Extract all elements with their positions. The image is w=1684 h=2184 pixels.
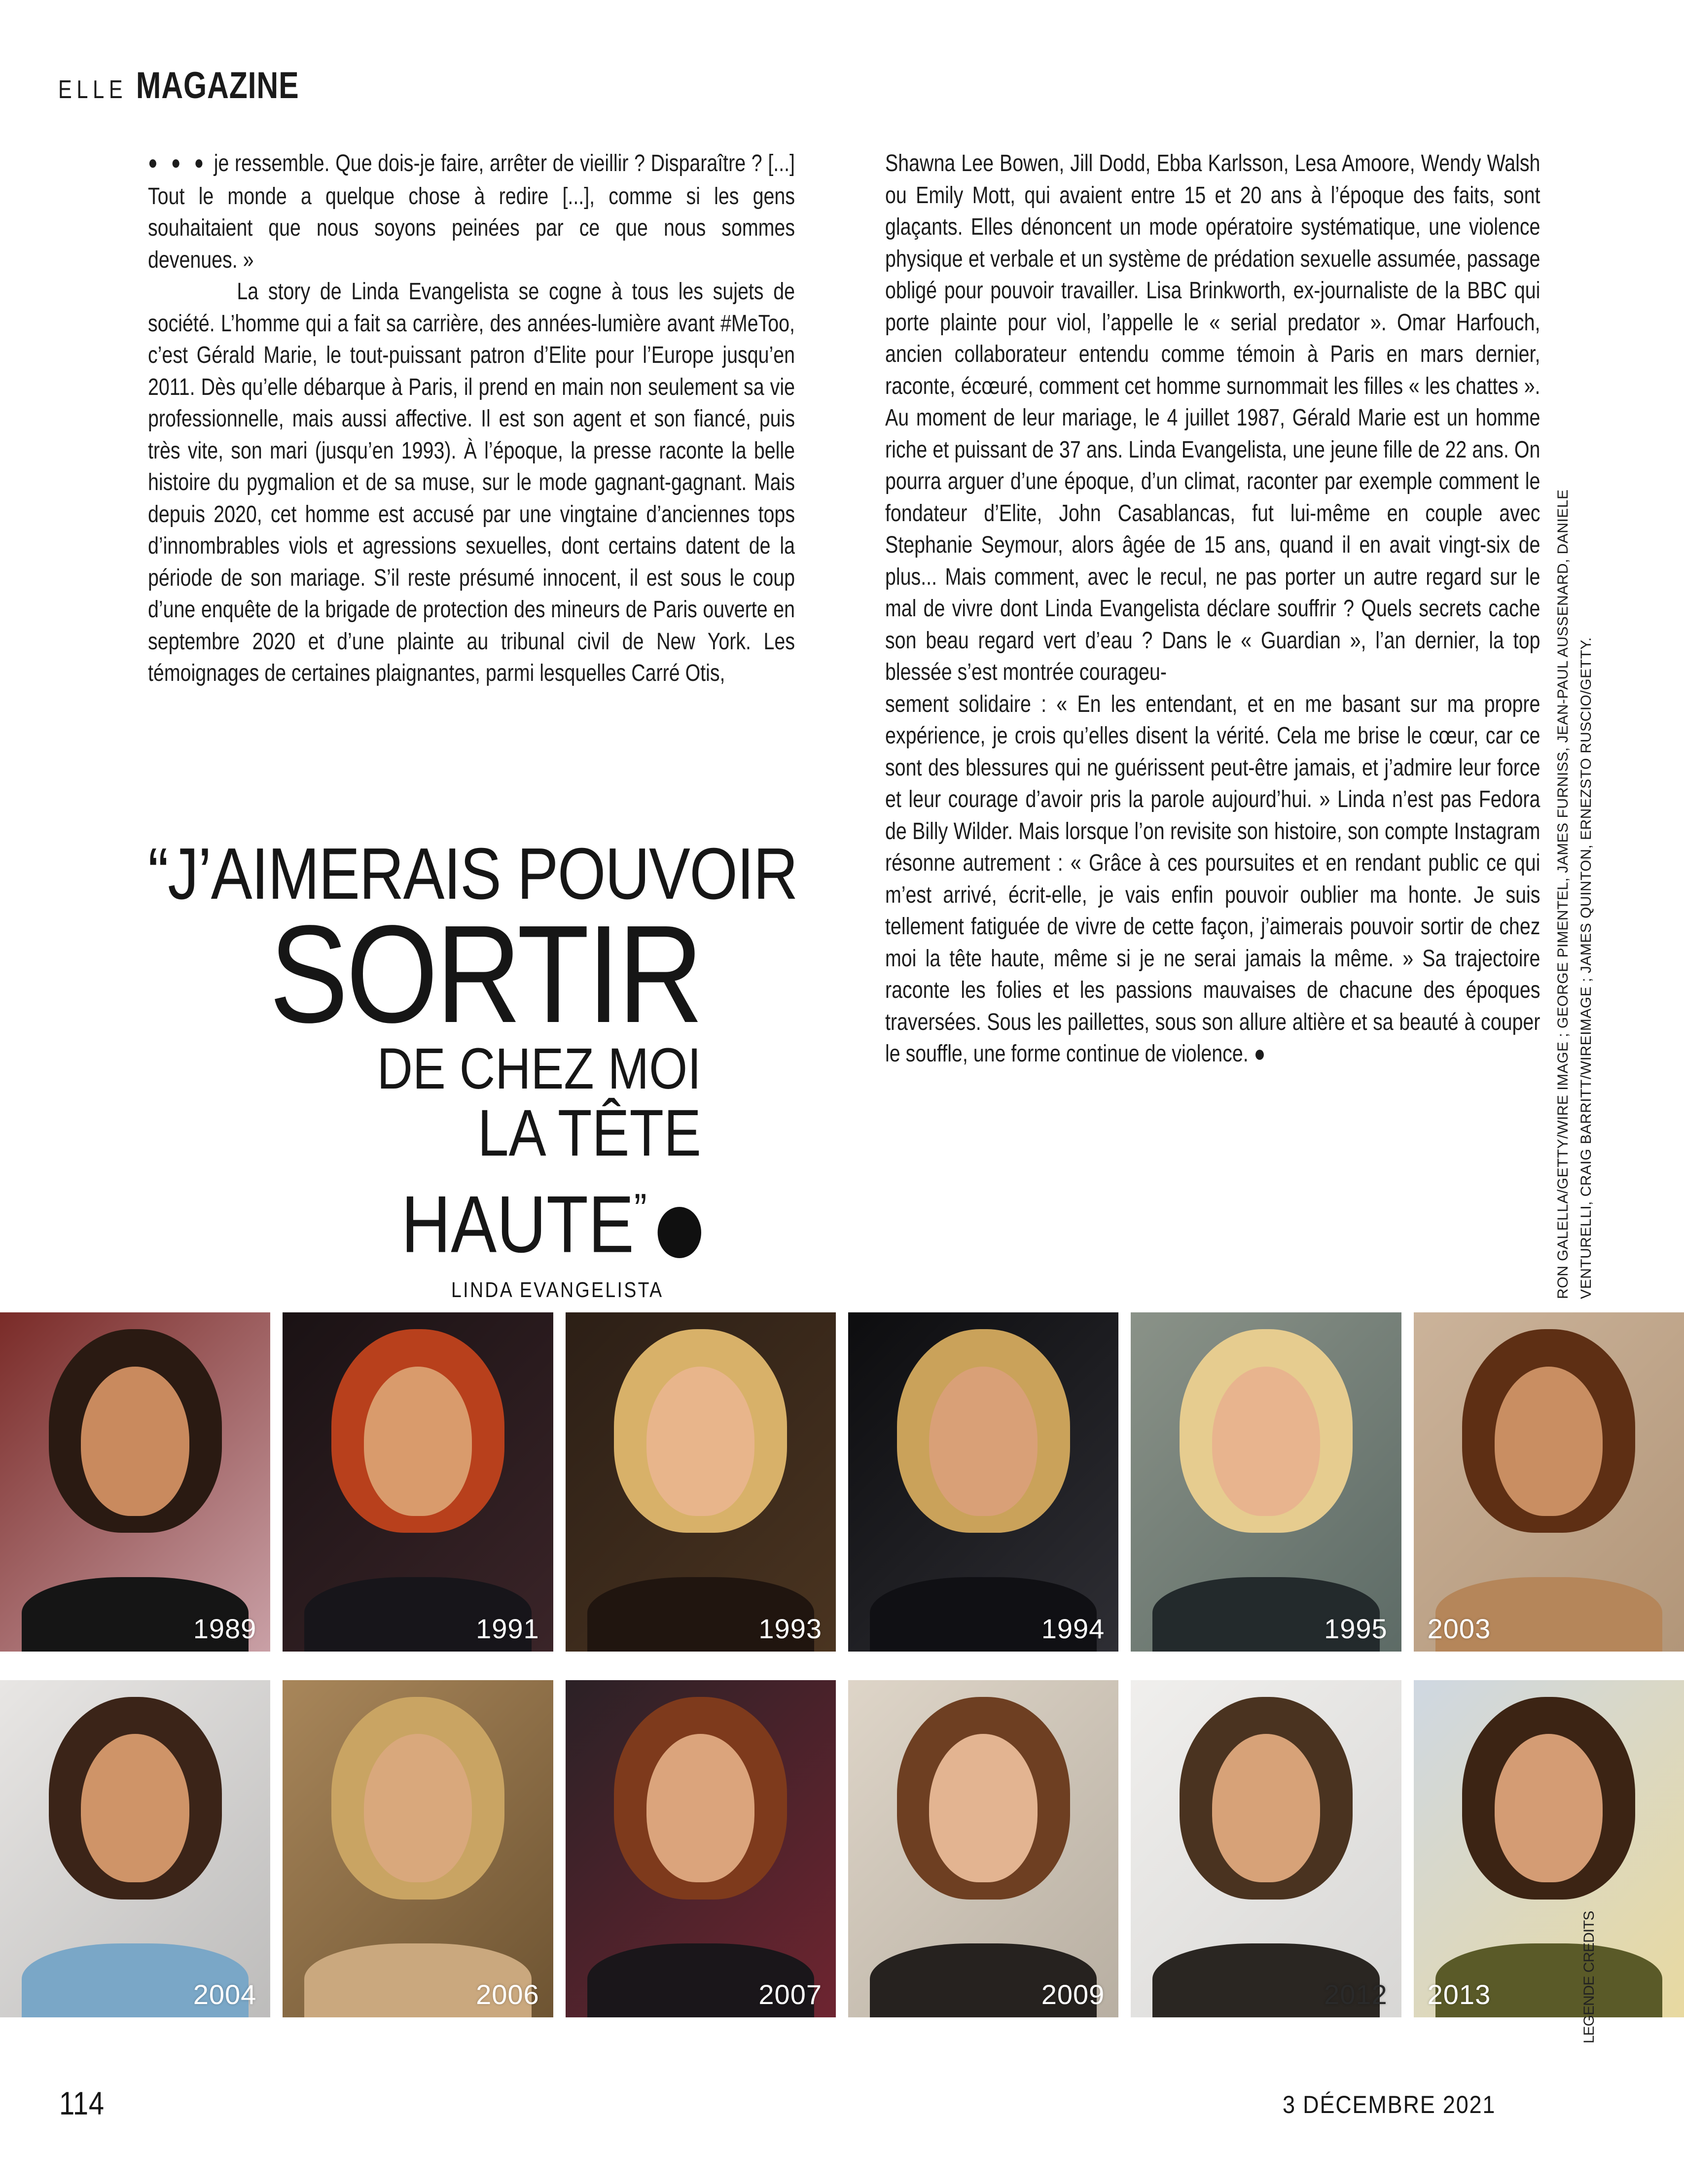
photo-2007 — [566, 1680, 836, 2017]
pull-quote-line: LA TÊTE — [477, 1096, 701, 1170]
pull-quote-attribution: LINDA EVANGELISTA — [451, 1277, 664, 1302]
masthead — [58, 64, 299, 107]
pull-quote-line: DE CHEZ MOI — [377, 1036, 701, 1101]
portrait-face — [81, 1367, 189, 1516]
photo-grid-row-2 — [0, 1680, 1684, 2017]
photo-2012 — [1131, 1680, 1401, 2017]
photo-year-label: 2013 — [1427, 1979, 1491, 2010]
portrait-face — [364, 1734, 472, 1882]
article-text: je ressemble. Que dois-je faire, arrêter de vieillir ? Disparaître ? [...] Tout le monde a quelque chose à redire [...], comme si les gens souhaitaient que nous soyons peinées par ce que nous sommes devenues. » — [148, 150, 795, 273]
photo-1994 — [848, 1312, 1118, 1652]
quote-period-dot — [658, 1207, 701, 1258]
portrait-face — [929, 1367, 1037, 1516]
portrait-face — [81, 1734, 189, 1882]
article-paragraph-indented: sement solidaire : « En les entendant, et en me basant sur ma propre expérience, je crois qu’elles disent la vérité. Cela me brise le cœur, car ce sont des blessures qui ne guérissent peut-être jamais, et j’admire leur force et leur courage d’avoir pris la parole aujourd’hui. » Linda n’est pas Fedora de Billy Wilder. Mais lorsque l’on revisite son histoire, son compte Instagram résonne autrement : « Grâce à ces poursuites et en rendant public ce qui m’est arrivé, écrit-elle, je vais enfin pouvoir oublier ma honte. Je suis tellement fatiguée de vivre de cette façon, j’aimerais pouvoir sortir de chez moi la tête haute, même si je ne serai jamais la même. » Sa trajectoire raconte les folies et les passions mauvaises de chacune des époques traversées. Sous les paillettes, sous son allure altière et sa beauté à couper le souffle, une forme continue de violence. ● — [885, 691, 1541, 1067]
continuation-dots: ● ● ● — [148, 152, 209, 174]
portrait-face — [1495, 1734, 1603, 1882]
portrait-face — [646, 1734, 754, 1882]
photo-2009 — [848, 1680, 1118, 2017]
article-paragraph: La story de Linda Evangelista se cogne à tous les sujets de société. L’homme qui a fait sa carrière, des années-lumière avant #MeToo, c’est Gérald Marie, le tout-puissant patron d’Elite pour l’Europe jusqu’en 2011. Dès qu’elle débarque à Paris, il prend en main non seulement sa vie professionnelle, mais aussi affective. Il est son agent et son fiancé, puis très vite, son mari (jusqu’en 1993). À l’époque, la presse raconte la belle histoire du pygmalion et de sa muse, sur le mode gagnant-gagnant. Mais depuis 2020, cet homme est accusé par une vingtaine d’anciennes tops d’innombrables viols et agressions sexuelles, dont certains datent de la période de son mariage. S’il reste présumé innocent, il est sous le coup d’une enquête de la brigade de protection des mineurs de Paris ouverte en septembre 2020 et d’une plainte au tribunal civil de New York. Les témoignages de certaines plaignantes, parmi lesquelles Carré Otis, — [148, 279, 795, 686]
article-column-left — [148, 148, 795, 690]
photo-credit-line: VENTURELLI, CRAIG BARRITT/WIREIMAGE ; JAMES QUINTON, ERNEZSTO RUSCIO/GETTY. — [1578, 637, 1594, 1299]
photo-year-label: 1989 — [193, 1613, 257, 1644]
photo-1995 — [1131, 1312, 1401, 1652]
portrait-face — [1212, 1734, 1320, 1882]
brand-name: ELLE — [58, 75, 128, 104]
pull-quote-text: J’AIMERAIS POUVOIR — [168, 833, 797, 915]
portrait-face — [1212, 1367, 1320, 1516]
portrait-face — [1495, 1367, 1603, 1516]
photo-year-label: 2007 — [758, 1979, 822, 2010]
photo-year-label: 1993 — [758, 1613, 822, 1644]
photo-year-label: 2009 — [1041, 1979, 1105, 2010]
photo-2004 — [0, 1680, 270, 2017]
photo-1993 — [566, 1312, 836, 1652]
pull-quote-line: SORTIR — [269, 896, 701, 1052]
photo-credit-line: RON GALELLA/GETTY/WIRE IMAGE ; GEORGE PIMENTEL, JAMES FURNISS, JEAN-PAUL AUSSENARD, DANIELE — [1555, 489, 1571, 1299]
open-quote-mark: “ — [148, 833, 168, 915]
article-column-right — [885, 148, 1540, 1070]
photo-year-label: 2003 — [1427, 1613, 1491, 1644]
portrait-face — [364, 1367, 472, 1516]
portrait-face — [929, 1734, 1037, 1882]
photo-credits-vertical — [1551, 489, 1599, 1299]
close-quote-mark: ” — [634, 1185, 647, 1234]
photo-1989 — [0, 1312, 270, 1652]
portrait-face — [646, 1367, 754, 1516]
photo-year-label: 2006 — [476, 1979, 539, 2010]
section-title: MAGAZINE — [136, 65, 299, 106]
photo-2006 — [283, 1680, 553, 2017]
photo-year-label: 1995 — [1324, 1613, 1388, 1644]
photo-2003 — [1414, 1312, 1684, 1652]
pull-quote-line — [148, 1167, 701, 1267]
article-paragraph — [148, 148, 795, 276]
caption-credit-vertical: LEGENDE CREDITS — [1581, 1911, 1597, 2043]
photo-grid-row-1 — [0, 1312, 1684, 1652]
photo-year-label: 2004 — [193, 1979, 257, 2010]
photo-year-label: 1994 — [1041, 1613, 1105, 1644]
pull-quote — [148, 833, 797, 1303]
issue-date: 3 DÉCEMBRE 2021 — [1282, 2091, 1496, 2118]
article-paragraph: Shawna Lee Bowen, Jill Dodd, Ebba Karlsson, Lesa Amoore, Wendy Walsh ou Emily Mott, qui avaient entre 15 et 20 ans à l’époque des faits, sont glaçants. Elles dénoncent un mode opératoire systématique, une violence physique et verbale et un système de prédation sexuelle assumée, passage obligé pour pouvoir travailler. Lisa Brinkworth, ex-journaliste de la BBC qui porte plainte pour viol, l’appelle le « serial predator ». Omar Harfouch, ancien collaborateur entendu comme témoin à Paris en mars dernier, raconte, écœuré, comment cet homme surnommait les filles « les chattes ». Au moment de leur mariage, le 4 juillet 1987, Gérald Marie est un homme riche et puissant de 37 ans. Linda Evangelista, une jeune fille de 22 ans. On pourra arguer d’une époque, d’un climat, raconter par exemple comment le fondateur d’Elite, John Casablancas, fut lui-même en couple avec Stephanie Seymour, alors âgée de 15 ans, quand il en avait vingt-six de plus... Mais comment, avec le recul, ne pas porter un autre regard sur le mal de vivre dont Linda Evangelista déclare souffrir ? Quels secrets cache son beau regard vert d’eau ? Dans le « Guardian », l’an dernier, la top blessée s’est montrée courageu- — [885, 150, 1541, 685]
photo-1991 — [283, 1312, 553, 1652]
page-number: 114 — [59, 2085, 105, 2121]
pull-quote-text: HAUTE — [401, 1179, 634, 1269]
photo-2013 — [1414, 1680, 1684, 2017]
photo-year-label: 2012 — [1324, 1979, 1388, 2010]
photo-year-label: 1991 — [476, 1613, 539, 1644]
